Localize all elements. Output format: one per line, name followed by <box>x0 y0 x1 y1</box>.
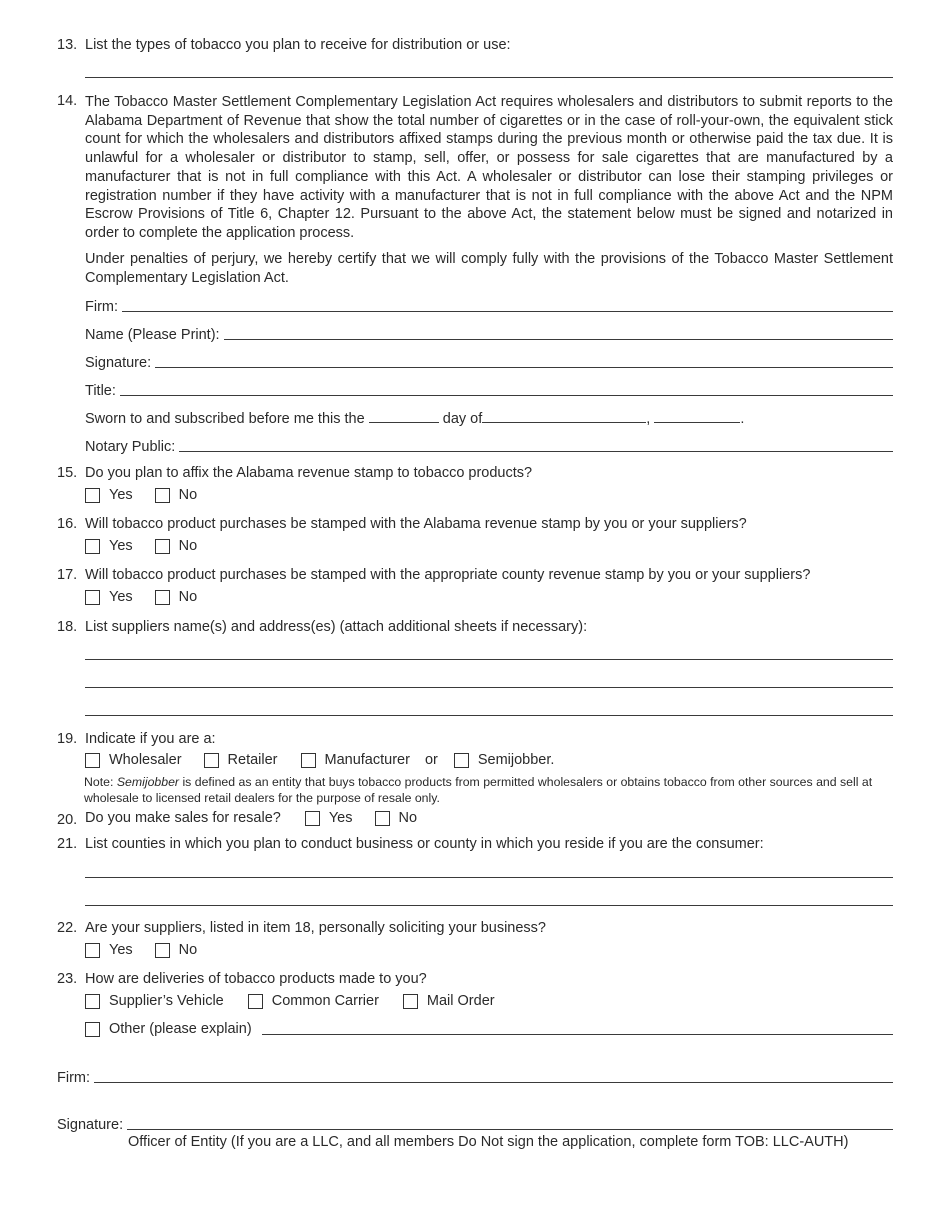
q14-certification: Under penalties of perjury, we hereby certify that we will comply fully with the provisions of the Tobacco Master Settlement Complementary Legislation Act. <box>85 251 893 286</box>
q15-yes-checkbox[interactable] <box>85 488 100 503</box>
q19-semijobber-option[interactable] <box>454 752 555 768</box>
footer-officer-note: Officer of Entity (If you are a LLC, and all members Do Not sign the application, complete form TOB: LLC-AUTH) <box>128 1134 849 1150</box>
q15-options <box>85 487 219 503</box>
q21-answer-line-2[interactable] <box>85 905 893 906</box>
q21-number: 21. <box>57 836 78 852</box>
q18-answer-line-1[interactable] <box>85 659 893 660</box>
q14-sworn-statement <box>85 409 744 427</box>
q23-other-option[interactable] <box>85 1021 252 1037</box>
q14-number: 14. <box>57 93 78 109</box>
q19-number: 19. <box>57 731 78 747</box>
q19-question: Indicate if you are a: <box>85 731 216 747</box>
sworn-month-blank[interactable] <box>482 409 646 423</box>
q14-name-label: Name (Please Print): <box>85 327 220 343</box>
q22-yes-option[interactable] <box>85 942 133 958</box>
q14-notary-field[interactable] <box>85 437 893 455</box>
q19-note <box>84 774 894 806</box>
q23-other-label: Other (please explain) <box>109 1021 252 1037</box>
q20-row <box>85 810 439 826</box>
q15-yes-label: Yes <box>109 487 133 503</box>
q19-manufacturer-checkbox[interactable] <box>301 753 316 768</box>
q19-semijobber-label: Semijobber. <box>477 752 555 768</box>
q15-no-label: No <box>178 487 198 503</box>
q20-no-option[interactable] <box>375 810 418 826</box>
footer-firm-field[interactable] <box>57 1068 893 1086</box>
q14-notary-line[interactable] <box>179 451 893 452</box>
q21-answer-line-1[interactable] <box>85 877 893 878</box>
q19-note-term: Semijobber <box>116 775 180 789</box>
q22-options <box>85 942 219 958</box>
q17-no-checkbox[interactable] <box>155 590 170 605</box>
q23-other-row <box>85 1021 893 1037</box>
q23-vehicle-option[interactable] <box>85 993 224 1009</box>
q19-wholesaler-checkbox[interactable] <box>85 753 100 768</box>
q14-title-label: Title: <box>85 383 116 399</box>
q14-signature-label: Signature: <box>85 355 152 371</box>
q19-wholesaler-option[interactable] <box>85 752 182 768</box>
q22-no-option[interactable] <box>155 942 198 958</box>
q14-paragraph: The Tobacco Master Settlement Complementary Legislation Act requires wholesalers and distributors to submit reports to the Alabama Department of Revenue that show the total number of cigarettes or in the case of roll-your-own, the equivalent stick count for which the wholesalers and distributors affixed stamps during the previous month or otherwise paid the tax due. It is unlawful for a wholesaler or distributor to stamp, sell, offer, or possess for sale cigarettes that are manufactured by a manufacturer that is not in full compliance with this Act. A wholesaler or distributor can lose their stamping privileges or registration number if they have activity with a manufacturer that is not in full compliance with the above Act and the NPM Escrow Provisions of Title 6, Chapter 12. Pursuant to the above Act, the statement below must be signed and notarized in order to complete the application process. <box>85 94 893 241</box>
sworn-day-blank[interactable] <box>369 409 439 423</box>
q23-question: How are deliveries of tobacco products made to you? <box>85 971 427 987</box>
q17-options <box>85 589 219 605</box>
q14-name-field[interactable] <box>85 325 893 343</box>
q14-firm-line[interactable] <box>122 311 893 312</box>
q23-number: 23. <box>57 971 78 987</box>
footer-firm-line[interactable] <box>94 1082 893 1083</box>
q18-number: 18. <box>57 619 78 635</box>
q18-answer-line-2[interactable] <box>85 687 893 688</box>
q23-carrier-checkbox[interactable] <box>248 994 263 1009</box>
q19-semijobber-checkbox[interactable] <box>454 753 469 768</box>
q23-mail-checkbox[interactable] <box>403 994 418 1009</box>
q23-carrier-label: Common Carrier <box>271 993 379 1009</box>
q23-other-explain-line[interactable] <box>262 1034 893 1035</box>
q20-yes-checkbox[interactable] <box>305 811 320 826</box>
q19-manufacturer-option[interactable] <box>301 752 410 768</box>
sworn-comma: , <box>646 411 651 427</box>
q17-no-label: No <box>178 589 198 605</box>
q22-no-checkbox[interactable] <box>155 943 170 958</box>
q13-answer-line[interactable] <box>85 77 893 78</box>
sworn-year-blank[interactable] <box>654 409 740 423</box>
q19-wholesaler-label: Wholesaler <box>109 752 182 768</box>
q14-notary-label: Notary Public: <box>85 439 176 455</box>
q19-options <box>85 752 576 768</box>
footer-signature-field[interactable] <box>57 1115 893 1133</box>
q19-note-prefix: Note: <box>84 775 114 789</box>
q14-firm-label: Firm: <box>85 299 119 315</box>
q15-no-option[interactable] <box>155 487 198 503</box>
q15-question: Do you plan to affix the Alabama revenue stamp to tobacco products? <box>85 465 533 481</box>
q13-question: List the types of tobacco you plan to receive for distribution or use: <box>85 37 511 53</box>
q14-firm-field[interactable] <box>85 297 893 315</box>
q16-number: 16. <box>57 516 78 532</box>
q22-number: 22. <box>57 920 78 936</box>
q15-number: 15. <box>57 465 78 481</box>
q19-retailer-checkbox[interactable] <box>204 753 219 768</box>
q15-no-checkbox[interactable] <box>155 488 170 503</box>
q13-number: 13. <box>57 37 78 53</box>
q20-question: Do you make sales for resale? <box>85 810 281 826</box>
q22-no-label: No <box>178 942 198 958</box>
q16-no-checkbox[interactable] <box>155 539 170 554</box>
q15-yes-option[interactable] <box>85 487 133 503</box>
q16-yes-label: Yes <box>109 538 133 554</box>
q21-question: List counties in which you plan to conduct business or county in which you reside if you are the consumer: <box>85 836 764 852</box>
q20-yes-label: Yes <box>328 810 353 826</box>
q16-yes-checkbox[interactable] <box>85 539 100 554</box>
q19-manufacturer-label: Manufacturer <box>324 752 410 768</box>
q14-signature-field[interactable] <box>85 353 893 371</box>
footer-signature-line[interactable] <box>127 1129 893 1130</box>
q16-question: Will tobacco product purchases be stamped with the Alabama revenue stamp by you or your suppliers? <box>85 516 747 532</box>
sworn-period: . <box>740 411 745 427</box>
q17-no-option[interactable] <box>155 589 198 605</box>
q18-answer-line-3[interactable] <box>85 715 893 716</box>
q20-number: 20. <box>57 812 78 828</box>
q22-yes-label: Yes <box>109 942 133 958</box>
q16-no-label: No <box>178 538 198 554</box>
q23-mail-label: Mail Order <box>426 993 495 1009</box>
q14-signature-line[interactable] <box>155 367 893 368</box>
q19-retailer-label: Retailer <box>227 752 278 768</box>
q14-title-field[interactable] <box>85 381 893 399</box>
q22-yes-checkbox[interactable] <box>85 943 100 958</box>
q23-options <box>85 993 517 1009</box>
footer-firm-label: Firm: <box>57 1070 91 1086</box>
q20-no-checkbox[interactable] <box>375 811 390 826</box>
q23-carrier-option[interactable] <box>248 993 379 1009</box>
q23-vehicle-checkbox[interactable] <box>85 994 100 1009</box>
q16-yes-option[interactable] <box>85 538 133 554</box>
q14-title-line[interactable] <box>120 395 893 396</box>
q16-no-option[interactable] <box>155 538 198 554</box>
q17-yes-checkbox[interactable] <box>85 590 100 605</box>
q16-options <box>85 538 219 554</box>
q22-question: Are your suppliers, listed in item 18, personally soliciting your business? <box>85 920 546 936</box>
q17-question: Will tobacco product purchases be stamped with the appropriate county revenue stamp by you or your suppliers? <box>85 567 811 583</box>
q18-question: List suppliers name(s) and address(es) (attach additional sheets if necessary): <box>85 619 588 635</box>
q23-other-checkbox[interactable] <box>85 1022 100 1037</box>
q23-vehicle-label: Supplier’s Vehicle <box>109 993 224 1009</box>
q23-mail-option[interactable] <box>403 993 495 1009</box>
q20-yes-option[interactable] <box>305 810 353 826</box>
q19-note-text: is defined as an entity that buys tobacco products from permitted wholesalers or obtains tobacco from other sources and sell at wholesale to licensed retail dealers for the purpose of resale only. <box>84 775 873 805</box>
sworn-text-1: Sworn to and subscribed before me this the <box>85 411 365 427</box>
q20-no-label: No <box>398 810 418 826</box>
q19-retailer-option[interactable] <box>204 752 278 768</box>
q19-or-text: or <box>424 752 438 768</box>
q17-yes-label: Yes <box>109 589 133 605</box>
q17-number: 17. <box>57 567 78 583</box>
footer-signature-label: Signature: <box>57 1117 124 1133</box>
q17-yes-option[interactable] <box>85 589 133 605</box>
sworn-text-2: day of <box>442 411 483 427</box>
q14-name-line[interactable] <box>224 339 893 340</box>
